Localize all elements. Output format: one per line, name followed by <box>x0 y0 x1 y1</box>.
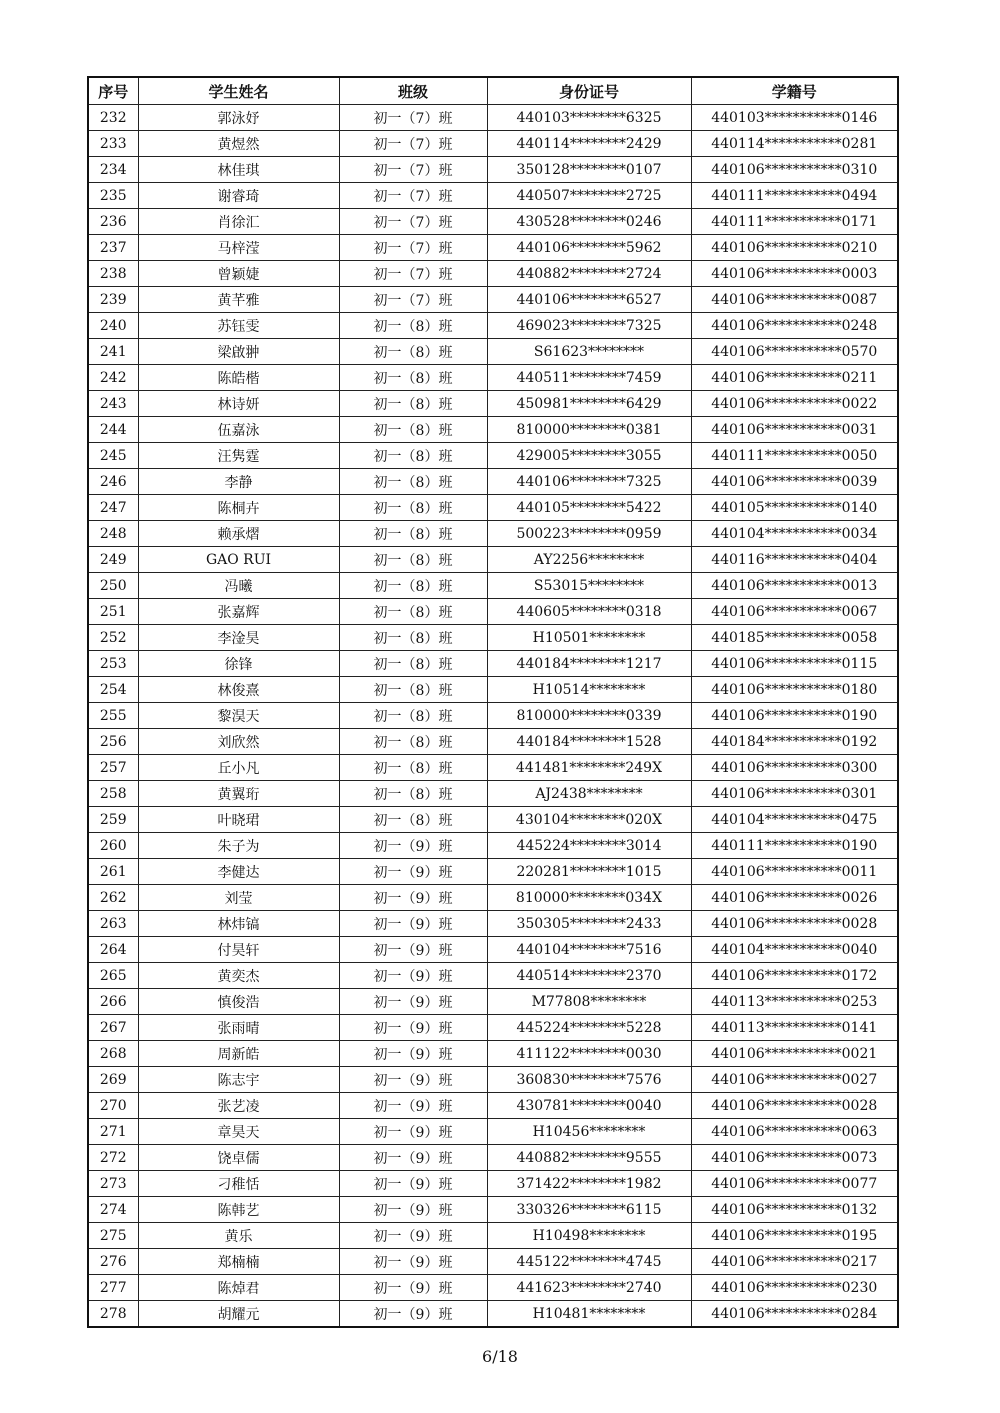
table-row <box>88 781 898 807</box>
cell-name: 陈桐卉 <box>138 495 339 521</box>
cell-student-number: 440106***********0031 <box>691 417 898 443</box>
cell-class: 初一（9）班 <box>339 1067 487 1093</box>
cell-name: 张雨晴 <box>138 1015 339 1041</box>
cell-id-number: 441623********2740 <box>487 1275 691 1301</box>
cell-class: 初一（8）班 <box>339 495 487 521</box>
cell-id-number: H10514******** <box>487 677 691 703</box>
cell-class: 初一（8）班 <box>339 469 487 495</box>
cell-seq: 272 <box>88 1145 138 1171</box>
table-row <box>88 287 898 313</box>
cell-student-number: 440105***********0140 <box>691 495 898 521</box>
cell-name: 慎俊浩 <box>138 989 339 1015</box>
cell-id-number: 350305********2433 <box>487 911 691 937</box>
cell-seq: 247 <box>88 495 138 521</box>
cell-id-number: 440105********5422 <box>487 495 691 521</box>
cell-class: 初一（9）班 <box>339 1301 487 1328</box>
cell-id-number: 469023********7325 <box>487 313 691 339</box>
cell-id-number: 445122********4745 <box>487 1249 691 1275</box>
cell-class: 初一（7）班 <box>339 157 487 183</box>
cell-class: 初一（8）班 <box>339 573 487 599</box>
cell-student-number: 440106***********0063 <box>691 1119 898 1145</box>
cell-seq: 269 <box>88 1067 138 1093</box>
table-body <box>88 105 898 1328</box>
cell-seq: 232 <box>88 105 138 131</box>
cell-id-number: 450981********6429 <box>487 391 691 417</box>
table-row <box>88 105 898 131</box>
cell-id-number: H10498******** <box>487 1223 691 1249</box>
cell-class: 初一（8）班 <box>339 781 487 807</box>
table-row <box>88 183 898 209</box>
cell-name: 黄翼珩 <box>138 781 339 807</box>
table-row <box>88 703 898 729</box>
cell-seq: 239 <box>88 287 138 313</box>
cell-student-number: 440106***********0028 <box>691 1093 898 1119</box>
cell-name: 朱子为 <box>138 833 339 859</box>
cell-class: 初一（8）班 <box>339 547 487 573</box>
cell-name: 黄乐 <box>138 1223 339 1249</box>
cell-student-number: 440111***********0190 <box>691 833 898 859</box>
header-student-number: 学籍号 <box>691 77 898 105</box>
cell-id-number: 220281********1015 <box>487 859 691 885</box>
cell-seq: 252 <box>88 625 138 651</box>
cell-student-number: 440106***********0248 <box>691 313 898 339</box>
cell-id-number: 440184********1528 <box>487 729 691 755</box>
cell-student-number: 440106***********0073 <box>691 1145 898 1171</box>
cell-seq: 242 <box>88 365 138 391</box>
cell-name: 冯曦 <box>138 573 339 599</box>
cell-id-number: 411122********0030 <box>487 1041 691 1067</box>
cell-name: 刁稚恬 <box>138 1171 339 1197</box>
cell-class: 初一（8）班 <box>339 417 487 443</box>
cell-name: 郭泳妤 <box>138 105 339 131</box>
cell-id-number: 440106********5962 <box>487 235 691 261</box>
cell-student-number: 440106***********0195 <box>691 1223 898 1249</box>
cell-student-number: 440106***********0077 <box>691 1171 898 1197</box>
cell-seq: 258 <box>88 781 138 807</box>
cell-name: 陈志宇 <box>138 1067 339 1093</box>
cell-class: 初一（9）班 <box>339 1041 487 1067</box>
table-row <box>88 937 898 963</box>
cell-class: 初一（7）班 <box>339 105 487 131</box>
table-row <box>88 1197 898 1223</box>
cell-id-number: S53015******** <box>487 573 691 599</box>
cell-class: 初一（9）班 <box>339 1171 487 1197</box>
cell-class: 初一（7）班 <box>339 261 487 287</box>
table-row <box>88 1067 898 1093</box>
cell-name: 黄煜然 <box>138 131 339 157</box>
cell-seq: 234 <box>88 157 138 183</box>
cell-id-number: 440511********7459 <box>487 365 691 391</box>
cell-student-number: 440106***********0087 <box>691 287 898 313</box>
cell-student-number: 440106***********0211 <box>691 365 898 391</box>
table-row <box>88 1119 898 1145</box>
cell-student-number: 440106***********0210 <box>691 235 898 261</box>
table-row <box>88 963 898 989</box>
cell-class: 初一（9）班 <box>339 1093 487 1119</box>
cell-student-number: 440106***********0284 <box>691 1301 898 1328</box>
cell-seq: 273 <box>88 1171 138 1197</box>
cell-id-number: 810000********0381 <box>487 417 691 443</box>
cell-name: 付昊轩 <box>138 937 339 963</box>
cell-id-number: 430781********0040 <box>487 1093 691 1119</box>
cell-name: 李淦昊 <box>138 625 339 651</box>
cell-id-number: 440184********1217 <box>487 651 691 677</box>
cell-seq: 237 <box>88 235 138 261</box>
cell-class: 初一（9）班 <box>339 1119 487 1145</box>
table-row <box>88 729 898 755</box>
cell-seq: 257 <box>88 755 138 781</box>
cell-id-number: 429005********3055 <box>487 443 691 469</box>
cell-id-number: 810000********034X <box>487 885 691 911</box>
student-table <box>87 76 899 1328</box>
table-row <box>88 833 898 859</box>
cell-id-number: 445224********5228 <box>487 1015 691 1041</box>
cell-id-number: 440114********2429 <box>487 131 691 157</box>
cell-class: 初一（8）班 <box>339 703 487 729</box>
cell-student-number: 440106***********0570 <box>691 339 898 365</box>
cell-student-number: 440106***********0013 <box>691 573 898 599</box>
cell-id-number: 440882********9555 <box>487 1145 691 1171</box>
cell-student-number: 440106***********0067 <box>691 599 898 625</box>
cell-seq: 248 <box>88 521 138 547</box>
cell-name: 黄奕杰 <box>138 963 339 989</box>
table-row <box>88 235 898 261</box>
cell-id-number: 500223********0959 <box>487 521 691 547</box>
cell-class: 初一（8）班 <box>339 729 487 755</box>
cell-id-number: 440605********0318 <box>487 599 691 625</box>
cell-student-number: 440104***********0034 <box>691 521 898 547</box>
cell-name: 刘欣然 <box>138 729 339 755</box>
cell-name: 谢睿琦 <box>138 183 339 209</box>
cell-student-number: 440116***********0404 <box>691 547 898 573</box>
cell-class: 初一（8）班 <box>339 313 487 339</box>
cell-name: GAO RUI <box>138 547 339 573</box>
table-row <box>88 911 898 937</box>
cell-name: 肖徐汇 <box>138 209 339 235</box>
cell-name: 伍嘉泳 <box>138 417 339 443</box>
cell-student-number: 440113***********0141 <box>691 1015 898 1041</box>
cell-id-number: 430104********020X <box>487 807 691 833</box>
cell-name: 汪隽霆 <box>138 443 339 469</box>
cell-id-number: 441481********249X <box>487 755 691 781</box>
cell-class: 初一（9）班 <box>339 937 487 963</box>
cell-class: 初一（8）班 <box>339 521 487 547</box>
table-row <box>88 391 898 417</box>
cell-name: 马梓滢 <box>138 235 339 261</box>
cell-class: 初一（7）班 <box>339 131 487 157</box>
cell-class: 初一（9）班 <box>339 1197 487 1223</box>
cell-student-number: 440106***********0026 <box>691 885 898 911</box>
cell-name: 曾颖婕 <box>138 261 339 287</box>
cell-class: 初一（8）班 <box>339 625 487 651</box>
cell-class: 初一（8）班 <box>339 755 487 781</box>
cell-name: 叶晓珺 <box>138 807 339 833</box>
cell-seq: 268 <box>88 1041 138 1067</box>
cell-seq: 278 <box>88 1301 138 1328</box>
cell-id-number: 440507********2725 <box>487 183 691 209</box>
cell-seq: 236 <box>88 209 138 235</box>
cell-student-number: 440106***********0230 <box>691 1275 898 1301</box>
cell-seq: 250 <box>88 573 138 599</box>
cell-seq: 275 <box>88 1223 138 1249</box>
cell-name: 胡耀元 <box>138 1301 339 1328</box>
cell-name: 周新皓 <box>138 1041 339 1067</box>
cell-class: 初一（9）班 <box>339 963 487 989</box>
table-row <box>88 1223 898 1249</box>
cell-student-number: 440106***********0300 <box>691 755 898 781</box>
table-row <box>88 625 898 651</box>
cell-seq: 240 <box>88 313 138 339</box>
cell-student-number: 440106***********0021 <box>691 1041 898 1067</box>
cell-class: 初一（8）班 <box>339 339 487 365</box>
cell-class: 初一（9）班 <box>339 1015 487 1041</box>
cell-seq: 249 <box>88 547 138 573</box>
cell-seq: 274 <box>88 1197 138 1223</box>
cell-seq: 233 <box>88 131 138 157</box>
table-row <box>88 1171 898 1197</box>
cell-name: 黄芊雅 <box>138 287 339 313</box>
cell-id-number: 445224********3014 <box>487 833 691 859</box>
cell-name: 李静 <box>138 469 339 495</box>
cell-id-number: H10456******** <box>487 1119 691 1145</box>
cell-seq: 267 <box>88 1015 138 1041</box>
table-row <box>88 547 898 573</box>
table-row <box>88 859 898 885</box>
table-row <box>88 1093 898 1119</box>
cell-seq: 266 <box>88 989 138 1015</box>
cell-name: 丘小凡 <box>138 755 339 781</box>
cell-name: 赖承熠 <box>138 521 339 547</box>
table-row <box>88 313 898 339</box>
table-row <box>88 131 898 157</box>
cell-class: 初一（8）班 <box>339 651 487 677</box>
header-class: 班级 <box>339 77 487 105</box>
table-row <box>88 443 898 469</box>
header-seq: 序号 <box>88 77 138 105</box>
cell-class: 初一（8）班 <box>339 391 487 417</box>
cell-seq: 276 <box>88 1249 138 1275</box>
cell-id-number: H10501******** <box>487 625 691 651</box>
cell-class: 初一（9）班 <box>339 1249 487 1275</box>
cell-class: 初一（8）班 <box>339 807 487 833</box>
cell-id-number: 440104********7516 <box>487 937 691 963</box>
cell-seq: 253 <box>88 651 138 677</box>
table-row <box>88 417 898 443</box>
cell-name: 陈韩艺 <box>138 1197 339 1223</box>
table-row <box>88 1015 898 1041</box>
table-row <box>88 209 898 235</box>
cell-class: 初一（9）班 <box>339 1145 487 1171</box>
cell-class: 初一（8）班 <box>339 599 487 625</box>
cell-id-number: H10481******** <box>487 1301 691 1328</box>
cell-name: 陈皓楷 <box>138 365 339 391</box>
header-id-number: 身份证号 <box>487 77 691 105</box>
table-row <box>88 755 898 781</box>
cell-student-number: 440113***********0253 <box>691 989 898 1015</box>
cell-name: 苏钰雯 <box>138 313 339 339</box>
cell-seq: 245 <box>88 443 138 469</box>
cell-class: 初一（9）班 <box>339 989 487 1015</box>
cell-name: 张艺凌 <box>138 1093 339 1119</box>
cell-seq: 260 <box>88 833 138 859</box>
cell-seq: 265 <box>88 963 138 989</box>
table-row <box>88 1275 898 1301</box>
cell-id-number: 430528********0246 <box>487 209 691 235</box>
cell-student-number: 440106***********0310 <box>691 157 898 183</box>
cell-id-number: 330326********6115 <box>487 1197 691 1223</box>
cell-student-number: 440111***********0494 <box>691 183 898 209</box>
cell-class: 初一（7）班 <box>339 287 487 313</box>
cell-id-number: S61623******** <box>487 339 691 365</box>
cell-class: 初一（8）班 <box>339 677 487 703</box>
cell-class: 初一（9）班 <box>339 1275 487 1301</box>
cell-name: 饶卓儒 <box>138 1145 339 1171</box>
table-row <box>88 1249 898 1275</box>
cell-seq: 254 <box>88 677 138 703</box>
cell-student-number: 440106***********0027 <box>691 1067 898 1093</box>
cell-id-number: 440882********2724 <box>487 261 691 287</box>
cell-name: 林诗妍 <box>138 391 339 417</box>
table-row <box>88 599 898 625</box>
table-row <box>88 807 898 833</box>
cell-seq: 243 <box>88 391 138 417</box>
table-row <box>88 677 898 703</box>
table-row <box>88 157 898 183</box>
cell-student-number: 440114***********0281 <box>691 131 898 157</box>
cell-student-number: 440106***********0172 <box>691 963 898 989</box>
cell-name: 郑楠楠 <box>138 1249 339 1275</box>
cell-student-number: 440104***********0040 <box>691 937 898 963</box>
cell-class: 初一（9）班 <box>339 859 487 885</box>
cell-name: 李健达 <box>138 859 339 885</box>
table-row <box>88 989 898 1015</box>
cell-class: 初一（7）班 <box>339 209 487 235</box>
cell-class: 初一（9）班 <box>339 833 487 859</box>
cell-name: 林炜镐 <box>138 911 339 937</box>
cell-seq: 263 <box>88 911 138 937</box>
cell-seq: 235 <box>88 183 138 209</box>
cell-student-number: 440106***********0217 <box>691 1249 898 1275</box>
table-row <box>88 885 898 911</box>
table-row <box>88 495 898 521</box>
cell-student-number: 440111***********0050 <box>691 443 898 469</box>
cell-seq: 241 <box>88 339 138 365</box>
table-row <box>88 1145 898 1171</box>
cell-seq: 238 <box>88 261 138 287</box>
cell-class: 初一（9）班 <box>339 1223 487 1249</box>
table-header-row <box>88 77 898 105</box>
cell-student-number: 440106***********0003 <box>691 261 898 287</box>
table-row <box>88 651 898 677</box>
cell-student-number: 440103***********0146 <box>691 105 898 131</box>
cell-id-number: 440106********7325 <box>487 469 691 495</box>
table-row <box>88 1301 898 1328</box>
cell-id-number: 350128********0107 <box>487 157 691 183</box>
cell-id-number: M77808******** <box>487 989 691 1015</box>
page-number: 6/18 <box>482 1347 518 1366</box>
cell-name: 黎淏天 <box>138 703 339 729</box>
cell-student-number: 440184***********0192 <box>691 729 898 755</box>
cell-id-number: 440103********6325 <box>487 105 691 131</box>
table-row <box>88 261 898 287</box>
table-row <box>88 469 898 495</box>
cell-seq: 256 <box>88 729 138 755</box>
cell-student-number: 440106***********0180 <box>691 677 898 703</box>
cell-class: 初一（8）班 <box>339 365 487 391</box>
table-row <box>88 1041 898 1067</box>
cell-class: 初一（7）班 <box>339 183 487 209</box>
cell-id-number: AJ2438******** <box>487 781 691 807</box>
table-row <box>88 521 898 547</box>
cell-id-number: 360830********7576 <box>487 1067 691 1093</box>
cell-student-number: 440106***********0011 <box>691 859 898 885</box>
cell-seq: 255 <box>88 703 138 729</box>
cell-student-number: 440106***********0115 <box>691 651 898 677</box>
cell-seq: 244 <box>88 417 138 443</box>
cell-seq: 251 <box>88 599 138 625</box>
cell-name: 梁啟翀 <box>138 339 339 365</box>
cell-student-number: 440106***********0132 <box>691 1197 898 1223</box>
cell-student-number: 440106***********0190 <box>691 703 898 729</box>
table-row <box>88 339 898 365</box>
cell-student-number: 440106***********0028 <box>691 911 898 937</box>
cell-student-number: 440185***********0058 <box>691 625 898 651</box>
cell-class: 初一（7）班 <box>339 235 487 261</box>
cell-name: 林俊熹 <box>138 677 339 703</box>
cell-class: 初一（9）班 <box>339 911 487 937</box>
table-row <box>88 573 898 599</box>
cell-seq: 271 <box>88 1119 138 1145</box>
cell-seq: 259 <box>88 807 138 833</box>
cell-seq: 277 <box>88 1275 138 1301</box>
cell-name: 刘莹 <box>138 885 339 911</box>
cell-student-number: 440104***********0475 <box>691 807 898 833</box>
cell-student-number: 440106***********0039 <box>691 469 898 495</box>
header-name: 学生姓名 <box>138 77 339 105</box>
cell-class: 初一（8）班 <box>339 443 487 469</box>
cell-seq: 262 <box>88 885 138 911</box>
cell-class: 初一（9）班 <box>339 885 487 911</box>
cell-seq: 261 <box>88 859 138 885</box>
cell-seq: 264 <box>88 937 138 963</box>
cell-id-number: 440514********2370 <box>487 963 691 989</box>
cell-id-number: AY2256******** <box>487 547 691 573</box>
cell-id-number: 371422********1982 <box>487 1171 691 1197</box>
table-row <box>88 365 898 391</box>
cell-name: 张嘉辉 <box>138 599 339 625</box>
cell-name: 林佳琪 <box>138 157 339 183</box>
cell-seq: 246 <box>88 469 138 495</box>
cell-id-number: 440106********6527 <box>487 287 691 313</box>
cell-student-number: 440106***********0022 <box>691 391 898 417</box>
cell-student-number: 440111***********0171 <box>691 209 898 235</box>
cell-id-number: 810000********0339 <box>487 703 691 729</box>
cell-seq: 270 <box>88 1093 138 1119</box>
cell-name: 陈焯君 <box>138 1275 339 1301</box>
cell-name: 徐锋 <box>138 651 339 677</box>
cell-student-number: 440106***********0301 <box>691 781 898 807</box>
cell-name: 章昊天 <box>138 1119 339 1145</box>
